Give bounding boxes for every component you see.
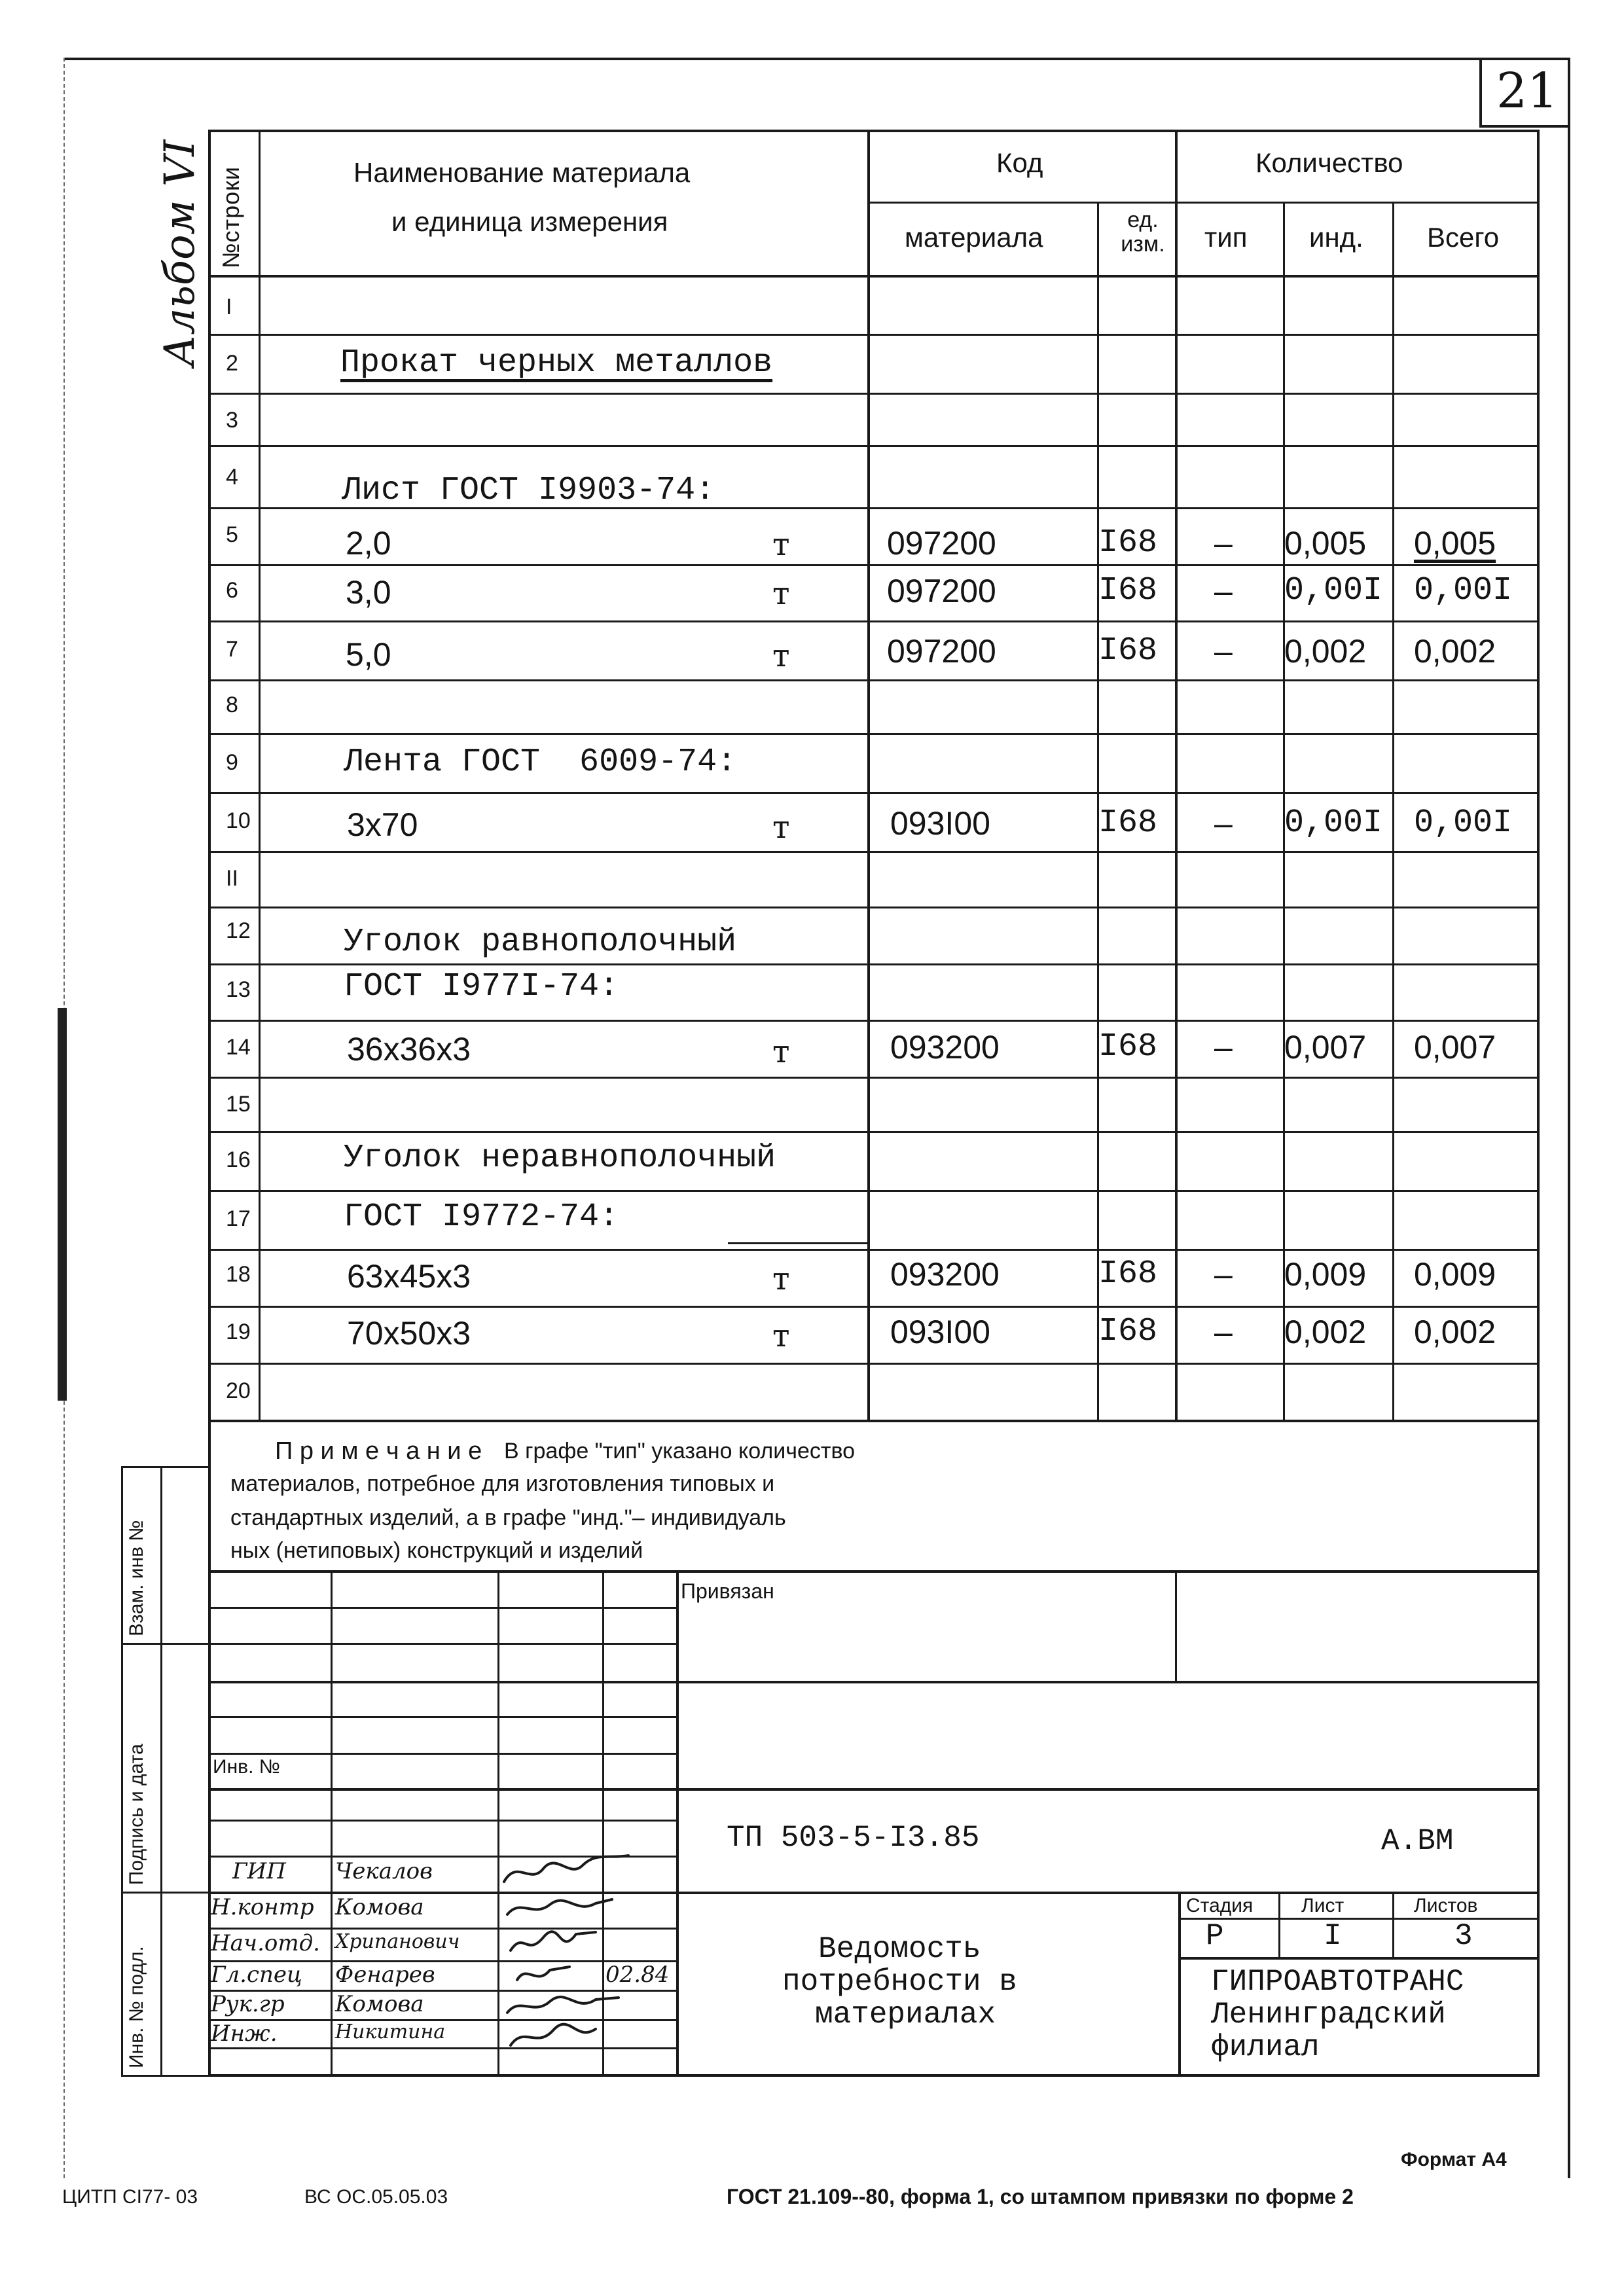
row-line <box>208 620 1540 622</box>
header-name-line2: и единица измерения <box>391 206 668 237</box>
row-line <box>208 564 1540 566</box>
unit-label: т <box>772 1033 790 1070</box>
section-title: Прокат черных металлов <box>340 344 773 382</box>
qty-type: – <box>1214 633 1233 670</box>
unit-label: т <box>772 1261 790 1297</box>
role-ruk-gr: Рук.гр <box>211 1991 285 2017</box>
material-group: ГОСТ I977I-74: <box>344 968 619 1005</box>
col-line-ed <box>1175 130 1178 1422</box>
header-code: Код <box>996 147 1043 178</box>
header-quantity: Количество <box>1255 147 1403 178</box>
header-qty-total: Всего <box>1427 222 1500 253</box>
side-label-vzam-inv: Взам. инв № <box>126 1520 147 1636</box>
stamp-row-line <box>208 1643 676 1645</box>
side-label-inv-podl: Инв. № подл. <box>126 1946 147 2068</box>
row-number: 12 <box>226 918 251 943</box>
stamp-row-line <box>208 1788 1540 1791</box>
qty-total: 0,009 <box>1414 1256 1496 1293</box>
row-line <box>208 1190 1540 1192</box>
document-mark: А.ВМ <box>1381 1824 1454 1858</box>
side-strip-divider <box>121 1643 208 1645</box>
org-line1: ГИПРОАВТОТРАНС <box>1211 1965 1464 1999</box>
qty-ind: 0,007 <box>1284 1029 1367 1066</box>
role-gip: ГИП <box>232 1858 286 1884</box>
side-strip-line <box>121 1466 123 2077</box>
doc-title-line1: Ведомость <box>818 1932 981 1966</box>
qty-type: – <box>1214 805 1233 842</box>
unit-label: т <box>772 526 790 563</box>
signatures <box>497 1852 681 2055</box>
unit-code: I68 <box>1098 524 1158 562</box>
col-line-name <box>867 130 870 1422</box>
row-line <box>208 792 1540 794</box>
sheet-label: Лист <box>1301 1895 1344 1916</box>
row-number: 15 <box>226 1092 251 1117</box>
note-line3: стандартных изделий, а в графе "инд."– индивидуаль <box>230 1505 786 1530</box>
unit-label: т <box>772 1318 790 1354</box>
header-code-material: материала <box>905 222 1043 253</box>
row-line <box>208 393 1540 395</box>
side-strip-divider <box>121 1892 208 1894</box>
col-line-ind <box>1392 202 1394 1422</box>
row-number: 4 <box>226 465 238 490</box>
qty-ind: 0,00I <box>1284 572 1383 609</box>
material-group: Уголок равнополочный <box>344 924 737 961</box>
material-code: 093200 <box>890 1029 1000 1066</box>
privyazan-label: Привязан <box>681 1579 774 1603</box>
stage-label: Стадия <box>1186 1895 1254 1916</box>
row-number: 9 <box>226 750 238 775</box>
material-code: 093I00 <box>890 805 990 842</box>
sheets-label: Листов <box>1414 1895 1478 1916</box>
qty-ind: 0,009 <box>1284 1256 1367 1293</box>
header-code-unit: ед. изм. <box>1121 207 1165 257</box>
side-label-podpis-data: Подпись и дата <box>126 1744 147 1885</box>
row-line <box>208 733 1540 735</box>
header-row-number: №строки <box>217 166 244 268</box>
material-size: 5,0 <box>346 636 391 673</box>
qty-type: – <box>1214 1029 1233 1066</box>
qty-type: – <box>1214 573 1233 609</box>
stamp-row-line <box>208 1681 1540 1683</box>
row-number: 3 <box>226 408 238 433</box>
row-number: I <box>226 295 232 319</box>
row-line <box>208 1131 1540 1133</box>
row-number: 20 <box>226 1378 251 1403</box>
note-line1-head: П р и м е ч а н и е <box>275 1437 482 1465</box>
footer-right: ГОСТ 21.109--80, форма 1, со штампом привязки по форме 2 <box>727 2185 1354 2208</box>
material-code: 097200 <box>887 525 996 562</box>
sheets-value: 3 <box>1454 1919 1473 1953</box>
material-size: 3,0 <box>346 574 391 611</box>
material-size: 3x70 <box>347 806 418 843</box>
name-gip: Чекалов <box>335 1858 433 1884</box>
footer-left: ЦИТП СI77- 03 <box>62 2186 198 2208</box>
material-code: 093200 <box>890 1256 1000 1293</box>
material-group: ГОСТ I9772-74: <box>344 1198 619 1236</box>
qty-ind: 0,002 <box>1284 633 1367 670</box>
role-gl-spec: Гл.спец <box>211 1962 302 1988</box>
unit-label: т <box>772 638 790 674</box>
row-number: 18 <box>226 1262 251 1287</box>
stamp-row-line <box>208 1753 676 1755</box>
unit-label: т <box>772 809 790 846</box>
doc-title-line3: материалах <box>815 1998 996 2032</box>
qty-type: – <box>1214 1314 1233 1350</box>
stamp-row-line <box>208 1716 676 1718</box>
stamp-row-line <box>1178 1918 1540 1920</box>
material-size: 2,0 <box>346 525 391 562</box>
unit-label: т <box>772 575 790 612</box>
org-line3: филиал <box>1211 2030 1320 2064</box>
qty-ind: 0,00I <box>1284 804 1383 842</box>
row-number: 14 <box>226 1035 251 1060</box>
stamp-row-line <box>208 1607 676 1609</box>
qty-total: 0,002 <box>1414 633 1496 670</box>
inv-number-label: Инв. № <box>213 1756 280 1778</box>
format-label: Формат А4 <box>1401 2149 1507 2170</box>
material-code: 097200 <box>887 633 996 670</box>
row-line <box>208 851 1540 853</box>
side-strip-bottom <box>121 2075 208 2077</box>
note-line1: В графе "тип" указано количество <box>504 1439 856 1464</box>
qty-type: – <box>1214 525 1233 562</box>
org-line2: Ленинградский <box>1211 1998 1446 2032</box>
footer-mid: ВС ОС.05.05.03 <box>304 2186 448 2208</box>
doc-title-line2: потребности в <box>782 1965 1017 1999</box>
header-qty-ind: инд. <box>1309 222 1363 253</box>
album-label: Альбом VI <box>156 139 204 367</box>
row-number: 5 <box>226 522 238 547</box>
material-size: 36x36x3 <box>347 1031 471 1068</box>
binding-mark <box>58 1008 67 1401</box>
material-code: 097200 <box>887 573 996 609</box>
stamp-row-line <box>208 1820 676 1822</box>
unit-code: I68 <box>1098 1313 1158 1350</box>
role-inzh: Инж. <box>211 2021 278 2047</box>
row-number: 19 <box>226 1320 251 1344</box>
row-number: 13 <box>226 977 251 1002</box>
underline-mark <box>728 1242 867 1244</box>
material-size: 63x45x3 <box>347 1258 471 1295</box>
unit-code: I68 <box>1098 804 1158 842</box>
material-group: Лента ГОСТ 6009-74: <box>344 744 737 781</box>
unit-code: I68 <box>1098 1028 1158 1066</box>
row-line <box>208 334 1540 336</box>
name-gl-spec: Фенарев <box>335 1962 435 1988</box>
row-line <box>208 907 1540 908</box>
row-line <box>208 1020 1540 1022</box>
qty-total: 0,00I <box>1414 572 1513 609</box>
row-line <box>208 1363 1540 1365</box>
side-strip-line <box>160 1466 162 2077</box>
name-ruk-gr: Комова <box>335 1991 424 2017</box>
stamp-col-line <box>331 1573 333 2077</box>
row-number: 17 <box>226 1206 251 1231</box>
material-size: 70x50x3 <box>347 1315 471 1352</box>
row-number: 16 <box>226 1147 251 1172</box>
note-line4: ных (нетиповых) конструкций и изделий <box>230 1538 643 1563</box>
row-line <box>208 679 1540 681</box>
stamp-row-line <box>1178 1957 1540 1960</box>
row-number: 6 <box>226 578 238 603</box>
stamp-col-line <box>1175 1573 1177 1681</box>
name-inzh: Никитина <box>335 2021 446 2043</box>
role-n-kontr: Н.контр <box>211 1894 314 1920</box>
qty-total: 0,005 <box>1414 525 1496 562</box>
row-number: 2 <box>226 351 238 376</box>
unit-code: I68 <box>1098 632 1158 670</box>
material-group: Лист ГОСТ I9903-74: <box>342 472 715 509</box>
header-bottom-line <box>208 275 1540 278</box>
sheet-number-box <box>1479 58 1570 128</box>
qty-total: 0,002 <box>1414 1314 1496 1350</box>
row-line <box>208 1249 1540 1251</box>
sheet-number: 21 <box>1496 63 1559 119</box>
role-nach-otd: Нач.отд. <box>211 1930 320 1956</box>
qty-total: 0,00I <box>1414 804 1513 842</box>
material-code: 093I00 <box>890 1314 990 1350</box>
side-strip-top <box>121 1466 208 1468</box>
material-group: Уголок неравнополочный <box>344 1140 776 1177</box>
stage-value: Р <box>1206 1919 1224 1953</box>
qty-type: – <box>1214 1256 1233 1293</box>
row-line <box>208 1306 1540 1308</box>
qty-total: 0,007 <box>1414 1029 1496 1066</box>
name-nach-otd: Хрипанович <box>335 1930 460 1953</box>
row-number: 10 <box>226 808 251 833</box>
sign-date: 02.84 <box>605 1962 670 1988</box>
sheet-value: I <box>1324 1919 1342 1953</box>
unit-code: I68 <box>1098 1255 1158 1293</box>
row-number: 7 <box>226 637 238 662</box>
row-line <box>208 963 1540 965</box>
header-sub-line <box>867 202 1540 204</box>
stamp-col-line <box>1392 1892 1394 1957</box>
header-name-line1: Наименование материала <box>353 157 691 188</box>
unit-code: I68 <box>1098 572 1158 609</box>
row-line <box>208 1077 1540 1079</box>
col-line-rownum <box>259 130 261 1422</box>
row-number: II <box>226 866 238 891</box>
document-code: ТП 503-5-I3.85 <box>727 1821 980 1855</box>
stamp-col-line <box>1278 1892 1280 1957</box>
row-line <box>208 445 1540 447</box>
qty-ind: 0,005 <box>1284 525 1367 562</box>
note-line2: материалов, потребное для изготовления типовых и <box>230 1471 775 1496</box>
header-qty-type: тип <box>1204 222 1248 253</box>
name-n-kontr: Комова <box>335 1894 424 1920</box>
qty-ind: 0,002 <box>1284 1314 1367 1350</box>
row-number: 8 <box>226 692 238 717</box>
